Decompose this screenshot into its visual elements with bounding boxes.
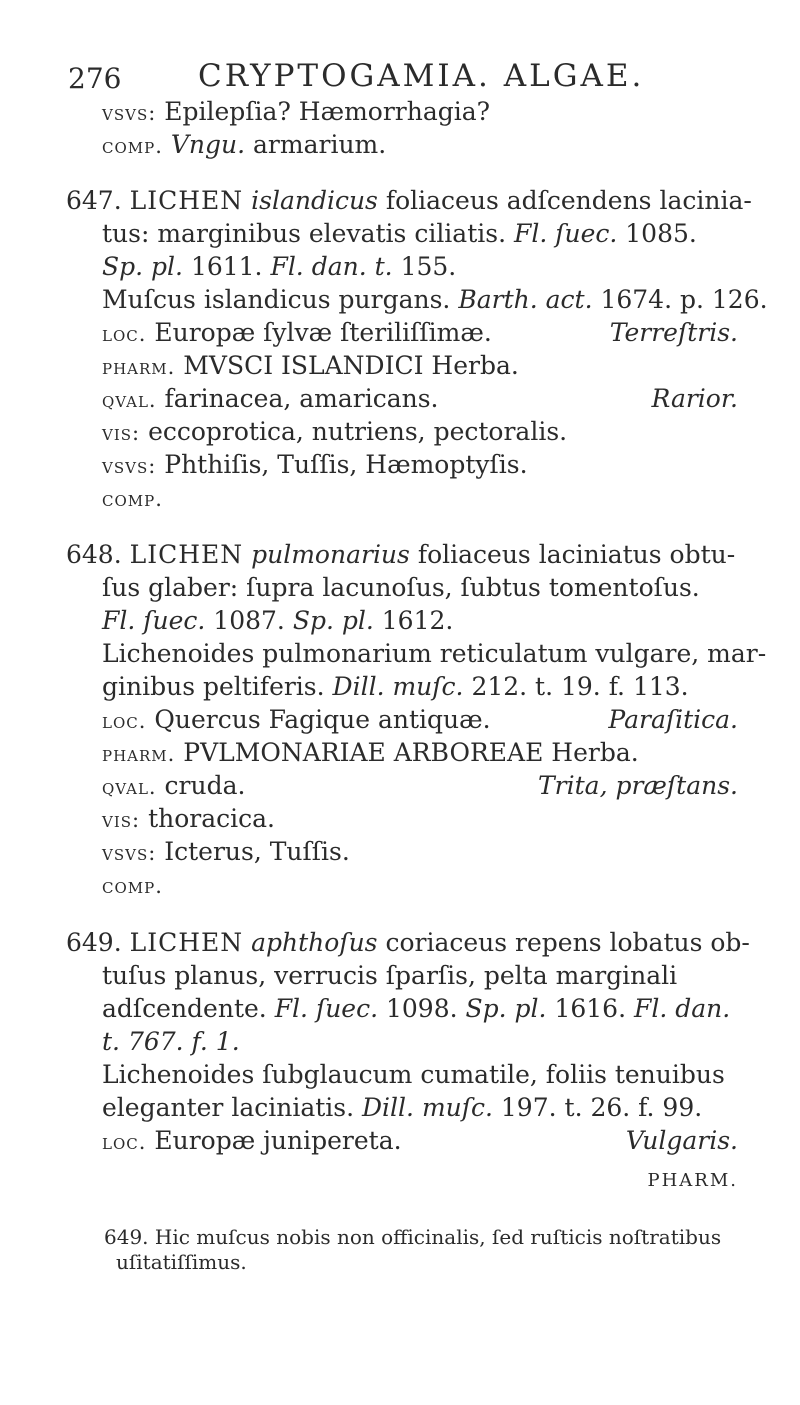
- footnote-line-2: uſitatiſſimus.: [116, 1250, 247, 1274]
- entry-648-line-2: ſus glaber: ſupra lacunoſus, ſubtus tomentoſus.: [102, 573, 700, 602]
- entry-648-line-4: Lichenoides pulmonarium reticulatum vulgare, mar-: [102, 639, 767, 668]
- entry-649-line-6: eleganter laciniatis. Dill. muſc. 197. t. 26. f. 99.: [102, 1093, 703, 1122]
- entry-649-line-1: 649. LICHEN aphthoſus coriaceus repens lobatus ob-: [66, 928, 750, 957]
- entry-648-vis: vis: thoracica.: [102, 804, 275, 833]
- entry-647-line-2: tus: marginibus elevatis ciliatis. Fl. ſuec. 1085.: [102, 219, 697, 248]
- entry-647-loc-habitat: Terreſtris.: [609, 318, 738, 347]
- page-number: 276: [68, 62, 122, 95]
- entry-647-qval: qval. farinacea, amaricans.: [102, 384, 439, 413]
- entry-647-vsvs: vsvs: Phthiſis, Tuſſis, Hæmoptyſis.: [102, 450, 528, 479]
- entry-648-qval: qval. cruda.: [102, 771, 246, 800]
- entry-648-comp: comp.: [102, 874, 163, 898]
- entry-648-pharm: pharm. PVLMONARIAE ARBOREAE Herba.: [102, 738, 639, 767]
- entry-649-line-5: Lichenoides ſubglaucum cumatile, foliis tenuibus: [102, 1060, 725, 1089]
- entry-648-loc: loc. Quercus Fagique antiquæ.: [102, 705, 491, 734]
- catchword-pharm: PHARM.: [647, 1170, 738, 1191]
- entry-648-line-5: ginibus peltiferis. Dill. muſc. 212. t. 19. f. 113.: [102, 672, 689, 701]
- intro-vsvs: vsvs: Epilepſia? Hæmorrhagia?: [102, 97, 491, 126]
- footnote-line-1: 649. Hic muſcus nobis non officinalis, ſed ruſticis noſtratibus: [104, 1225, 722, 1249]
- entry-647-line-1: 647. LICHEN islandicus foliaceus adſcendens lacinia-: [66, 186, 752, 215]
- entry-648-line-1: 648. LICHEN pulmonarius foliaceus laciniatus obtu-: [66, 540, 736, 569]
- entry-649-line-4: t. 767. f. 1.: [102, 1027, 240, 1056]
- entry-649-line-3: adſcendente. Fl. ſuec. 1098. Sp. pl. 1616. Fl. dan.: [102, 994, 731, 1023]
- entry-649-loc-habitat: Vulgaris.: [625, 1126, 738, 1155]
- entry-647-line-3: Sp. pl. 1611. Fl. dan. t. 155.: [102, 252, 457, 281]
- entry-649-loc: loc. Europæ junipereta.: [102, 1126, 402, 1155]
- entry-649-line-2: tuſus planus, verrucis ſparſis, pelta marginali: [102, 961, 678, 990]
- entry-648-line-3: Fl. ſuec. 1087. Sp. pl. 1612.: [102, 606, 454, 635]
- entry-648-vsvs: vsvs: Icterus, Tuſſis.: [102, 837, 350, 866]
- entry-648-loc-habitat: Paraſitica.: [608, 705, 738, 734]
- page-title: CRYPTOGAMIA. ALGAE.: [198, 58, 645, 94]
- entry-647-loc: loc. Europæ ſylvæ ſteriliſſimæ.: [102, 318, 492, 347]
- entry-647-line-4: Muſcus islandicus purgans. Barth. act. 1674. p. 126.: [102, 285, 768, 314]
- entry-647-vis: vis: eccoprotica, nutriens, pectoralis.: [102, 417, 568, 446]
- entry-647-pharm: pharm. MVSCI ISLANDICI Herba.: [102, 351, 519, 380]
- entry-647-qval-note: Rarior.: [651, 384, 738, 413]
- entry-648-qval-note: Trita, præſtans.: [538, 771, 738, 800]
- intro-comp: comp. Vngu. armarium.: [102, 130, 387, 159]
- entry-647-comp: comp.: [102, 487, 163, 511]
